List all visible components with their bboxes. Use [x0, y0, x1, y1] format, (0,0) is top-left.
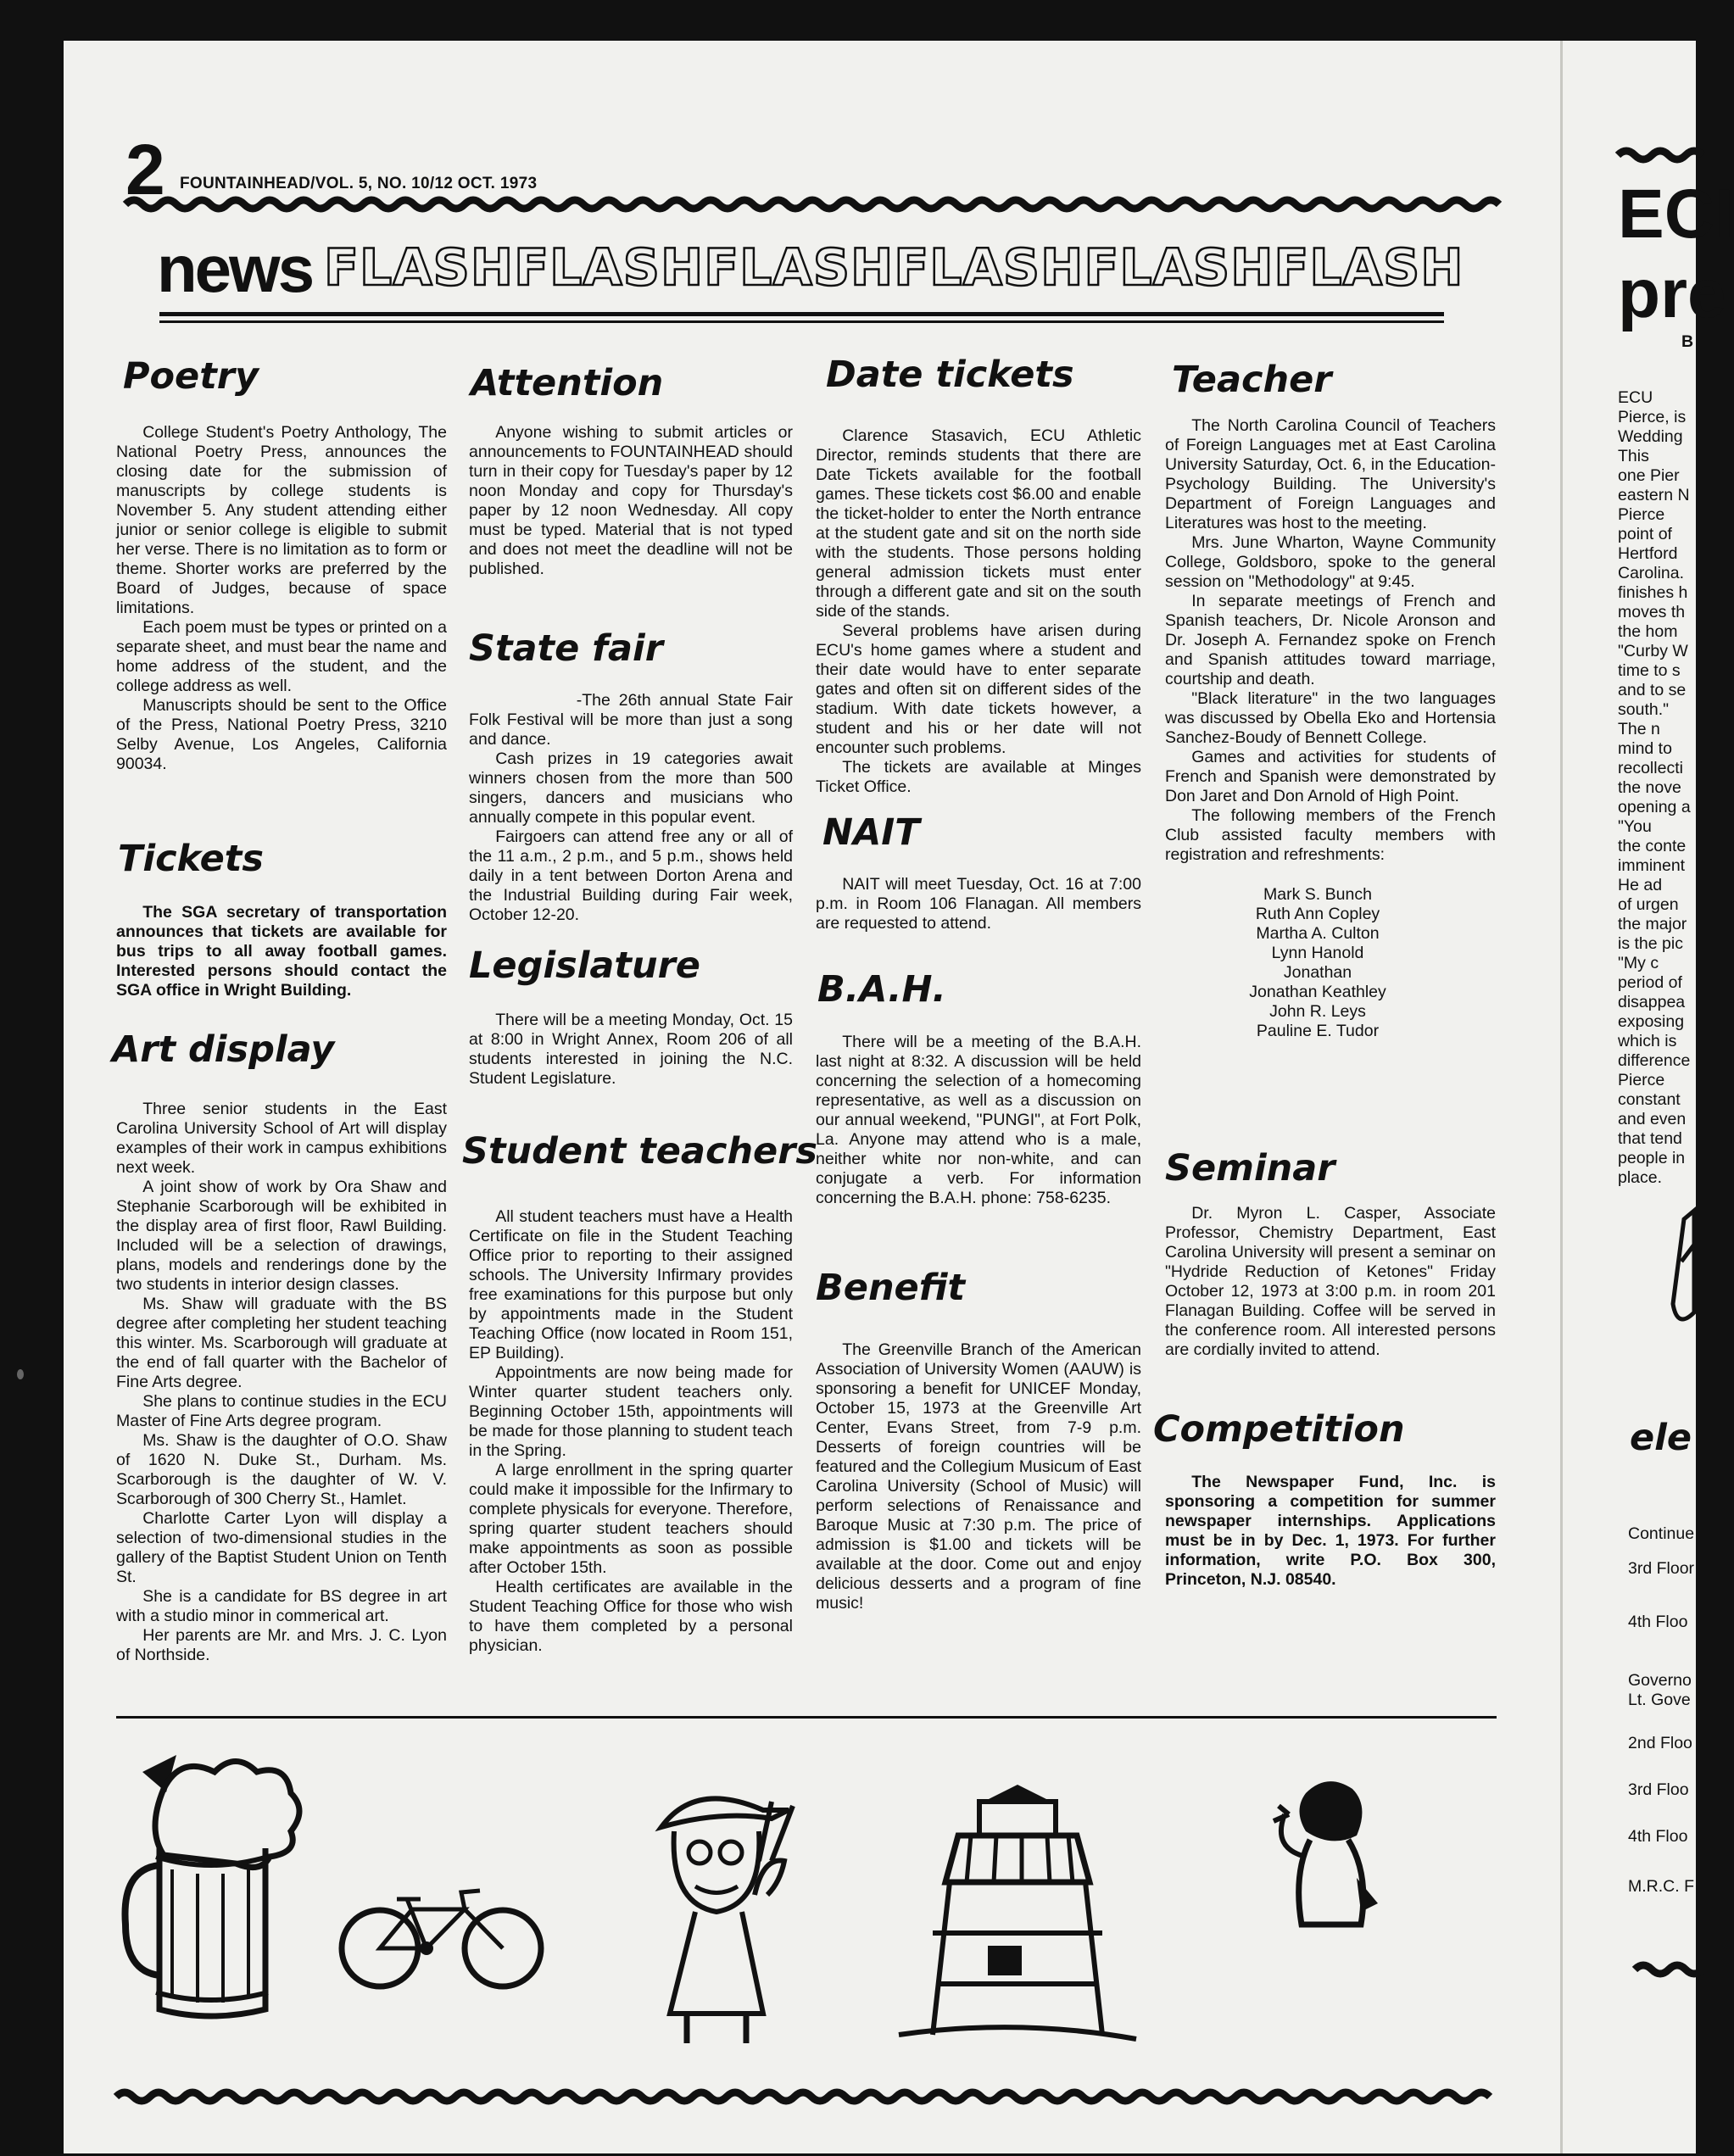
adjacent-body-line: and even — [1618, 1110, 1687, 1128]
column-2 — [462, 362, 818, 1656]
adjacent-body-line: imminent — [1618, 856, 1686, 875]
section-word: news — [157, 231, 313, 306]
adjacent-body-line: south." — [1618, 700, 1670, 719]
body-bah — [816, 1033, 1141, 1208]
paragraph: Several problems have arisen during ECU's home games where a student and their date would have to enter separate gates and often sit on different sides of the stadium. With date tickets however, a student and his or her date will not encounter such problems. — [816, 621, 1141, 758]
article-student-teachers — [462, 1130, 818, 1655]
adjacent-body-line: This — [1618, 447, 1649, 465]
headline-seminar: Seminar — [1165, 1147, 1335, 1190]
adjacent-body-line: "My c — [1618, 954, 1659, 972]
body-poetry — [116, 423, 447, 774]
body-teacher — [1165, 416, 1496, 865]
paragraph: Ms. Shaw is the daughter of O.O. Shaw of 1620 N. Duke St., Durham. Ms. Scarborough is the daughter of W. V. Scarborough of 300 Cherry St., Hamlet. — [116, 1431, 447, 1509]
paragraph: Health certificates are available in the Student Teaching Office for those who wish to have them completed by a personal physician. — [469, 1577, 793, 1655]
paragraph: Charlotte Carter Lyon will display a selection of two-dimensional studies in the gallery of the Baptist Student Union on Tenth St. — [116, 1509, 447, 1587]
article-teacher — [1165, 359, 1496, 1041]
header-rule-thin — [159, 320, 1444, 323]
article-competition — [1153, 1407, 1496, 1590]
headline-nait: NAIT — [822, 811, 920, 855]
article-benefit — [816, 1267, 1141, 1613]
column-1 — [112, 355, 447, 1665]
adjacent-list-item: 3rd Floo — [1628, 1780, 1689, 1799]
adjacent-body-line: He ad — [1618, 876, 1663, 894]
paragraph: Appointments are now being made for Winter quarter student teachers only. Beginning October 15th, appointments will be made for those planning to student teach in the Spring. — [469, 1362, 793, 1460]
adjacent-body-line: Pierce — [1618, 505, 1665, 524]
adjacent-body-line: ECU — [1618, 388, 1653, 407]
adjacent-body-line: one Pier — [1618, 466, 1680, 485]
adjacent-body-line: place. — [1618, 1168, 1663, 1187]
adjacent-body-line: the hom — [1618, 622, 1678, 641]
headline-benefit: Benefit — [816, 1267, 966, 1310]
member-name: Jonathan Keathley — [1249, 983, 1386, 1002]
french-club-members — [1140, 885, 1496, 1041]
paragraph: College Student's Poetry Anthology, The National Poetry Press, announces the closing date for the submission of manuscripts by college students is November 5. Any student attending either junior or senior college is eligible to submit her verse. There is no limitation as to form or theme. Shorter works are preferred by the Board of Judges, because of space limitations. — [116, 423, 447, 618]
paragraph: The tickets are available at Minges Ticket Office. — [816, 758, 1141, 797]
wavy-rule-bottom — [116, 2086, 1490, 2108]
adjacent-list-item: 3rd Floor — [1628, 1559, 1695, 1578]
headline-state-fair: State fair — [469, 627, 663, 671]
article-poetry — [116, 356, 447, 774]
headline-competition: Competition — [1153, 1407, 1405, 1451]
paragraph: NAIT will meet Tuesday, Oct. 16 at 7:00 p.m. in Room 106 Flanagan. All members are requested to attend. — [816, 874, 1141, 933]
adjacent-list — [1628, 1524, 1696, 1896]
adjacent-body-line: time to s — [1618, 661, 1681, 680]
body-attention — [469, 423, 793, 579]
headline-tickets: Tickets — [118, 838, 264, 881]
paragraph: The following members of the French Club assisted faculty members with registration and refreshments: — [1165, 806, 1496, 865]
wavy-rule-top — [125, 193, 1499, 215]
column-3 — [816, 354, 1141, 1613]
paragraph: In separate meetings of French and Spanish teachers, Dr. Nicole Aronson and Dr. Joseph A. Fernandez spoke on French and Spanish attitudes toward marriage, courtship and death. — [1165, 592, 1496, 689]
lighthouse-illustration — [899, 1780, 1136, 2052]
adjacent-body-line: point of — [1618, 525, 1672, 543]
paragraph: The Newspaper Fund, Inc. is sponsoring a competition for summer newspaper internships. Applications must be in by Dec. 1, 1973. For further information, write P.O. Box 300, Princeton, N.J. 08540. — [1165, 1473, 1496, 1590]
headline-poetry: Poetry — [123, 355, 259, 398]
paragraph: All student teachers must have a Health Certificate on file in the Student Teaching Office prior to reporting to their assigned schools. The University Infirmary provides free examinations for this purpose but only by appointments made in the Student Teaching Office (now located in Room 151, EP Building). — [469, 1206, 793, 1362]
paragraph: Anyone wishing to submit articles or announcements to FOUNTAINHEAD should turn in their copy for Tuesday's paper by 12 noon Monday and copy for Thursday's paper by 12 noon Wednesday. All copy must be typed. Material that is not typed and does not meet the deadline will not be published. — [469, 423, 793, 579]
adjacent-headline-line-2: pre — [1618, 255, 1726, 332]
beer-stein-illustration — [125, 1738, 321, 2026]
cartoon-figure-illustration — [1272, 1776, 1391, 1937]
headline-attention: Attention — [471, 362, 664, 404]
adjacent-body-line: "Curby W — [1618, 642, 1688, 660]
adjacent-headline-line-1: ECI — [1618, 175, 1734, 253]
adjacent-body-line: opening a — [1618, 798, 1691, 816]
member-name: Mark S. Bunch — [1263, 885, 1372, 905]
adjacent-body-line: the major — [1618, 915, 1687, 933]
paragraph: She plans to continue studies in the ECU Master of Fine Arts degree program. — [116, 1392, 447, 1431]
student-peace-sign-illustration — [644, 1768, 801, 2047]
paragraph: Dr. Myron L. Casper, Associate Professor, Chemistry Department, East Carolina University will present a seminar on "Hydride Reduction of Ketones" Friday October 12, 1973 at 3:00 p.m. in room 201 Flanagan Building. Coffee will be served in the conference room. All interested persons are cordially invited to attend. — [1165, 1203, 1496, 1359]
adjacent-byline: B — [1681, 332, 1694, 351]
adjacent-body-line: Carolina. — [1618, 564, 1685, 582]
article-art-display — [112, 1028, 447, 1665]
paragraph: Manuscripts should be sent to the Office of the Press, National Poetry Press, 3210 Selby Avenue, Los Angeles, California 90034. — [116, 696, 447, 774]
adjacent-body-line: period of — [1618, 973, 1682, 992]
paragraph: Three senior students in the East Carolina University School of Art will display examples of their work in campus exhibitions next week. — [116, 1100, 447, 1178]
article-bah — [816, 969, 1141, 1208]
paragraph: A joint show of work by Ora Shaw and Stephanie Scarborough will be exhibited in the display area of first floor, Rawl Building. Included will be a selection of drawings, plans, models and renderings done by the two students in interior design classes. — [116, 1178, 447, 1295]
paragraph: -The 26th annual State Fair Folk Festival will be more than just a song and dance. — [469, 690, 793, 749]
folio-line: FOUNTAINHEAD/VOL. 5, NO. 10/12 OCT. 1973 — [180, 175, 538, 192]
article-attention — [469, 363, 793, 579]
member-name: Ruth Ann Copley — [1255, 905, 1380, 924]
body-art-display — [116, 1100, 447, 1665]
article-tickets — [116, 838, 447, 1000]
headline-date-tickets: Date tickets — [826, 354, 1074, 396]
headline-bah: B.A.H. — [817, 967, 946, 1011]
body-tickets — [116, 903, 447, 1000]
member-name: Martha A. Culton — [1256, 924, 1380, 944]
paragraph: A large enrollment in the spring quarter could make it impossible for the Infirmary to complete physicals for everyone. Therefore, spring quarter student teachers should make appointments as soon as possible after October 15th. — [469, 1460, 793, 1577]
adjacent-body-line: The n — [1618, 720, 1660, 738]
headline-art-display: Art display — [112, 1028, 335, 1071]
paragraph: Her parents are Mr. and Mrs. J. C. Lyon of Northside. — [116, 1626, 447, 1665]
article-nait — [816, 812, 1141, 933]
adjacent-body-line: Pierce, is — [1618, 408, 1687, 426]
body-competition — [1165, 1473, 1496, 1590]
margin-speck — [17, 1369, 24, 1379]
adjacent-body-line: Hertford — [1618, 544, 1678, 563]
body-nait — [816, 875, 1141, 933]
paragraph: There will be a meeting Monday, Oct. 15 at 8:00 in Wright Annex, Room 206 of all students interested in joining the N.C. Student Legislature. — [469, 1011, 793, 1089]
body-legislature — [469, 1011, 793, 1089]
adjacent-body-line: recollecti — [1618, 759, 1683, 777]
header-rule — [159, 312, 1444, 316]
adjacent-body-line: eastern N — [1618, 486, 1690, 504]
adjacent-list-item: 4th Floo — [1628, 1613, 1688, 1631]
illustration-rule — [116, 1716, 1497, 1719]
adjacent-body-line: constant — [1618, 1090, 1681, 1109]
adjacent-body-line: that tend — [1618, 1129, 1682, 1148]
headline-student-teachers: Student teachers — [462, 1130, 818, 1173]
member-name: Lynn Hanold — [1271, 944, 1364, 963]
adjacent-body-line: people in — [1618, 1149, 1686, 1167]
section-banner: FLASHFLASHFLASHFLASHFLASHFLASH — [324, 238, 1464, 298]
adjacent-body-line: the nove — [1618, 778, 1681, 797]
paragraph: The North Carolina Council of Teachers of Foreign Languages met at East Carolina University Saturday, Oct. 6, in the Education-Psychology Building. The University's Department of Foreign Languages and Literatures was host to the meeting. — [1165, 416, 1496, 533]
paragraph: The SGA secretary of transportation announces that tickets are available for bus trips to all away football games. Interested persons should contact the SGA office in Wright Building. — [116, 902, 447, 1000]
adjacent-body-line: exposing — [1618, 1012, 1685, 1031]
member-name: Pauline E. Tudor — [1256, 1022, 1380, 1041]
adjacent-body-line: is the pic — [1618, 934, 1683, 953]
adjacent-body-line: of urgen — [1618, 895, 1679, 914]
paragraph: Clarence Stasavich, ECU Athletic Director, reminds students that there are Date Tickets available for the football games. These tickets cost $6.00 and enable the ticket-holder to enter the North entrance at the student gate and sit on the north side with the students. Those persons holding general admission tickets must enter through a different gate and sit on the south side of the stands. — [816, 426, 1141, 621]
member-name: John R. Leys — [1269, 1002, 1366, 1022]
adjacent-list-item: Continue — [1628, 1524, 1695, 1543]
paragraph: The Greenville Branch of the American Association of University Women (AAUW) is sponsoring a benefit for UNICEF Monday, October 15, 1973 at the Greenville Art Center, Evans Street, from 7-9 p.m. Desserts of foreign countries will be featured and the Collegium Musicum of East Carolina University (School of Music) will perform selections of Renaissance and Baroque Music at 7:30 p.m. The price of admission is $1.00 and tickets will be available at the door. Come out and enjoy delicious desserts and a program of fine music! — [816, 1340, 1141, 1613]
adjacent-body-line: which is — [1618, 1032, 1677, 1050]
body-date-tickets — [816, 426, 1141, 797]
paragraph: Fairgoers can attend free any or all of the 11 a.m., 2 p.m., and 5 p.m., shows held daily in a tent between Dorton Arena and the Industrial Building during Fair week, October 12-20. — [469, 827, 793, 924]
paragraph: Each poem must be types or printed on a separate sheet, and must bear the name and home address of the student, and the college address as well. — [116, 618, 447, 696]
adjacent-list-item: Lt. Gove — [1628, 1691, 1691, 1709]
paragraph: Mrs. June Wharton, Wayne Community College, Goldsboro, spoke to the general session on "Methodology" at 9:45. — [1165, 533, 1496, 592]
headline-teacher: Teacher — [1172, 359, 1332, 401]
adjacent-body-line: disappea — [1618, 993, 1686, 1011]
article-seminar — [1165, 1148, 1496, 1359]
body-seminar — [1165, 1204, 1496, 1360]
paragraph: Cash prizes in 19 categories await winners chosen from the more than 500 singers, dancers and musicians who annually compete in this popular event. — [469, 749, 793, 827]
article-state-fair — [469, 628, 793, 924]
adjacent-wavy-rule — [1618, 144, 1696, 166]
member-name: Jonathan — [1283, 963, 1352, 983]
adjacent-body-line: the conte — [1618, 837, 1687, 855]
body-state-fair — [469, 691, 793, 925]
adjacent-section-word: ele — [1630, 1417, 1692, 1459]
headline-legislature: Legislature — [469, 944, 700, 987]
paragraph: There will be a meeting of the B.A.H. last night at 8:32. A discussion will be held concerning the selection of a homecoming representative, as well as a discussion on our annual weekend, "PUNGI", at Fort Polk, La. Anyone may attend who is a male, neither white nor non-white, and can conjugate a verb. For information concerning the B.A.H. phone: 758-6235. — [816, 1033, 1141, 1208]
adjacent-body-line: "You — [1618, 817, 1652, 836]
paragraph: She is a candidate for BS degree in art with a studio minor in commerical art. — [116, 1587, 447, 1626]
adjacent-section-head — [1630, 1418, 1696, 1468]
paragraph: Ms. Shaw will graduate with the BS degree after completing her student teaching this winter. Ms. Scarborough will graduate at the end of fall quarter with the Bachelor of Fine Arts degree. — [116, 1295, 447, 1392]
page-number: 2 — [125, 130, 165, 209]
adjacent-body-line: difference — [1618, 1051, 1691, 1070]
paragraph: "Black literature" in the two languages was discussed by Obella Eko and Hortensia Sanchez-Boudy of Bennett College. — [1165, 689, 1496, 748]
adjacent-body-line: Pierce — [1618, 1071, 1665, 1089]
page-gutter — [1560, 41, 1563, 2153]
adjacent-list-item: 4th Floo — [1628, 1827, 1688, 1846]
adjacent-body-column — [1618, 388, 1696, 1194]
body-benefit — [816, 1340, 1141, 1613]
article-legislature — [469, 945, 793, 1089]
adjacent-list-item: Governo — [1628, 1671, 1692, 1690]
adjacent-body-line: Wedding — [1618, 427, 1683, 446]
adjacent-wavy-rule-bottom — [1635, 1958, 1696, 1981]
adjacent-body-line: mind to — [1618, 739, 1672, 758]
bicycle-illustration — [337, 1882, 545, 1992]
adjacent-list-item: 2nd Floo — [1628, 1734, 1692, 1752]
adjacent-body-line: finishes h — [1618, 583, 1688, 602]
paragraph: Games and activities for students of French and Spanish were demonstrated by Don Jaret and Don Arnold of High Point. — [1165, 748, 1496, 806]
column-4 — [1153, 359, 1496, 1590]
article-date-tickets — [816, 354, 1141, 797]
adjacent-body-line: and to se — [1618, 681, 1687, 699]
body-student-teachers — [469, 1207, 793, 1656]
adjacent-illustration-fragment — [1669, 1211, 1696, 1338]
adjacent-list-item: M.R.C. F — [1628, 1877, 1694, 1896]
adjacent-body-line: moves th — [1618, 603, 1686, 621]
